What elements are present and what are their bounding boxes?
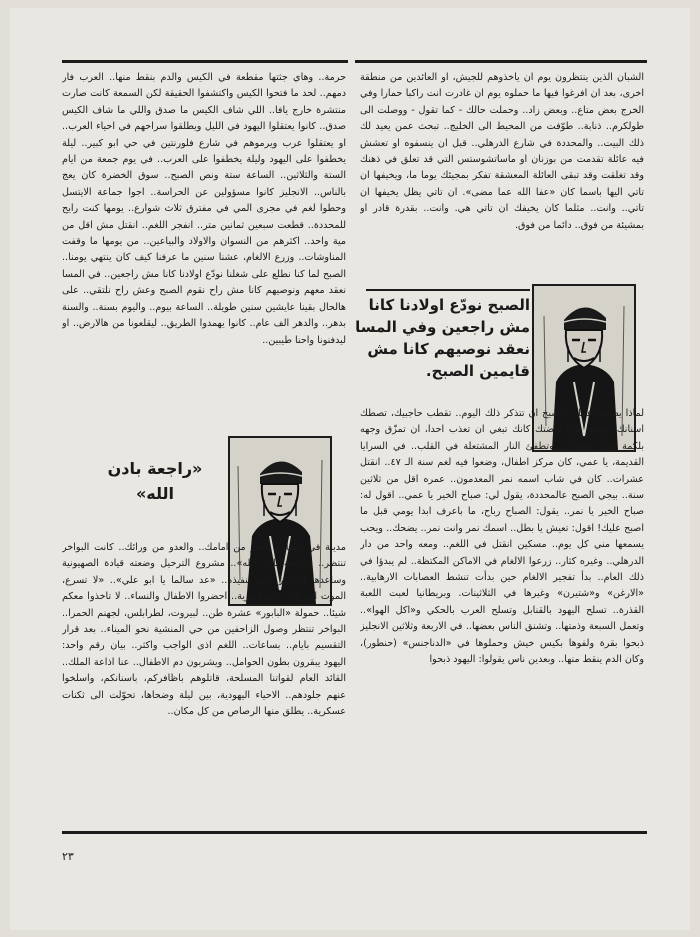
bottom-rule xyxy=(62,831,647,834)
top-rule-right xyxy=(355,60,647,63)
magazine-page xyxy=(10,8,690,930)
headline-text: «راجعة بادن الله» xyxy=(107,459,203,503)
pull-quote-text: الصبح نودّع اولادنا كانا مش راجعين وفي المسا نعقد نوصيهم كانا مش قايمين الصبح. xyxy=(355,296,530,380)
right-column-bottom-text xyxy=(360,406,644,830)
page-number: ٢٣ xyxy=(62,850,74,863)
left-column-bottom-text xyxy=(62,540,346,830)
right-column-top-paragraph: الشبان الذين ينتظرون يوم ان ياخذوهم للجيش، او العائدين من منطقة اخرى، بعد ان افرغوا فيها ما حملوه يوم ان غادرت انت راكبا حمارا وفي الخرج بعض متاع.. وبعض زاد.. وحملت حالك - كما تقول - ووصلت الى طولكرم.. ذنابة.. طوّفت من المحيط الى الخليج.. تبحث عمن يعيد لك ذلك البيت.. والمحددة في شارع الدرهلي.. قبل ان ينسفوه او تعشش فيه عائلة تقدمت من بوزنان او ماساتشوستس التي قد تعلق في ذهنك وقد تغلقت وقد تبقى العائلة المعشقة تفكر بمجيئك يوما ما، ويخيفها ان تاتي اليها باسما كان «عفا الله عما مضى». ان تاتي يظل يخيفها ان تاتي.. وانت.. مثلما كان يخيفك ان تاتي هي. وانت.. بقدرة قادر او بمشيئة من فوق.. دائما من فوق. xyxy=(360,72,644,231)
left-column-bottom-paragraph: مدينة في حصار.. البحر من امامك.. والعدو من ورائك.. كانت البواخر تنتظر.. «راجعة بادن الله».. مشروع الترحيل وضعته قيادة الصهيونية وساعدها الانكليز على تنفيذه.. «عد سالما يا ابو علي».. «لا تسرع، الموت اسرع».. للاسكندرية.. احضروا الاطفال والنساء.. لا تاخذوا معكم شيئا.. حمولة «البابور» عشرة طن.. لبيروت، لطرابلس، لجهنم الحمرا.. البواخر تنتظر وصول الزاحفين من حي المنشية نحو الميناء.. بعد قرار التقسيم بايام.. بساعات.. اللغم اذى الواجب واكثر.. بيان رقم واحد: اليهود يبقرون بطون الحوامل.. ويشربون دم الاطفال.. عنا اذاعة الملك.. القائد العام لقواتنا المسلحة، قاتلوهم باظافركم، باسنانكم، واسلخوا عنهم جلودهم.. الاحياء اليهودية، بين ليلة وضحاها، تحوّلت الى ثكنات عسكرية.. يطلق منها الرصاص من كل مكان.. xyxy=(62,542,346,718)
left-column-top-paragraph: حرمة.. وهاي جثتها مقطعة في الكيس والدم بنقط منها.. العرب فار دمهم.. لحد ما فتحوا الكيس واكتشفوا الحقيقة لكن السمعة كانت صارت منتشرة خارج يافا.. اللي شاف الكيس ما صدق واللي ما شاف الكيس صدق.. كانوا يعتقلوا اليهود في الليل ويطلقوا سراحهم في احياء العرب.. او يعتقلوا عرب ويرموهم في شارع فلورنتين في حي ابو كبير.. ليلة يخطفوا على اليهود وليلة يخطفوا على العرب.. في يوم جمعة من ايام الستة والثلاثين.. الساعة ستة ونص الصبح.. سوق الخضرة كان يعج بالناس.. الانجليز كانوا مسؤولين عن الحراسة.. اجوا جماعة الايتسل وحطوا لغم في مجرى المي في مفترق ثلاث شوارع.. يومها كنت رايح للمحددة.. قطعت سبعين ثمانين متر.. انفجر اللغم.. انقتل مش اقل من مية واحد.. اكثرهم من النسوان والاولاد والبياعين.. من يومها ما وقفت المناوشات.. وزرع الالغام، عشنا سنين ما عرفنا كيف كان ينتهي يومنا.. الصبح لما كنا نطلع على شغلنا نودّع اولادنا كانا مش راجعين.. في المسا نعقد معهم ونوصيهم كانا مش راح نقوم الصبح وعش راح نلتقي.. على هالحال بقينا عايشين سنين طويلة.. الساعة بيوم.. واليوم بسنة.. والسنة بدهر.. والدهر الف عام.. كانوا يهمدوا الطريق.. ليقلعونا من هالارض.. او ليدفنونا واحنا طيبين.. xyxy=(62,72,346,346)
top-rule-left xyxy=(62,60,348,63)
right-column-top-text xyxy=(360,70,644,284)
pull-quote-rule xyxy=(366,289,530,291)
right-column-bottom-paragraph: لماذا يصعب عليك يا شيخ ان تتذكر ذلك اليوم.. تقطب حاجبيك، تصطك اسنانك، وتشد على قبضتك كانك تبغي ان تعذب احدا، ان تمزّق وجهه بلكمة تطيّر الصواب، وتطفئ النار المشتعلة في القلب.. في السرايا القديمة، يا عمي، كان مركز اطفال، وضعوا فيه لغم سنة الـ ٤٧.. انقتل عشرات.. كان في شاب اسمه نمر المعدمون.. عمره اقل من ثلاثين سنة.. بيجي الصبح عالمحددة، يقول لي: صباح الخير يا عمي.. اقول له: صباح الخير يا نمر.. يقول: الصباح رباح، ما باعرف ابدا يومي قبل ما اصبح عليك! اقول: تعيش يا بطل.. اسمك نمر وانت نمر.. يضحك.. ويحب يسمعها مني كل يوم.. مسكين انقتل في اللغم.. ومعه واحد من دار الدرهلي.. وغيره كثار.. زرعوا الالغام في الاماكن المكتظة.. لم يبدؤا في ذلك العام.. بدأ تفجير الالغام حين بدأت تنشط العصابات الارهابية.. «الارغن» و«شتيرن» وغيرها في الثلاثينات. وبريطانيا لعبت اللعبة القذرة.. تسلح اليهود بالقنابل وتسلح العرب بالحكي و«اكل الهوا».. وتعمل السبعة وذمتها.. وتشنق الناس بعضها.. في الاربعة وثلاثين الانجليز ذبحوا بقرة ولفوها بكيس خيش وحملوها في «الدناجنس» (حنطور)، وكان الدم ينقط منها.. وبعدين ناس يقولوا: اليهود ذبحوا xyxy=(360,408,644,666)
headline xyxy=(100,456,210,536)
left-column-top-text xyxy=(62,70,346,432)
pull-quote xyxy=(350,294,530,404)
